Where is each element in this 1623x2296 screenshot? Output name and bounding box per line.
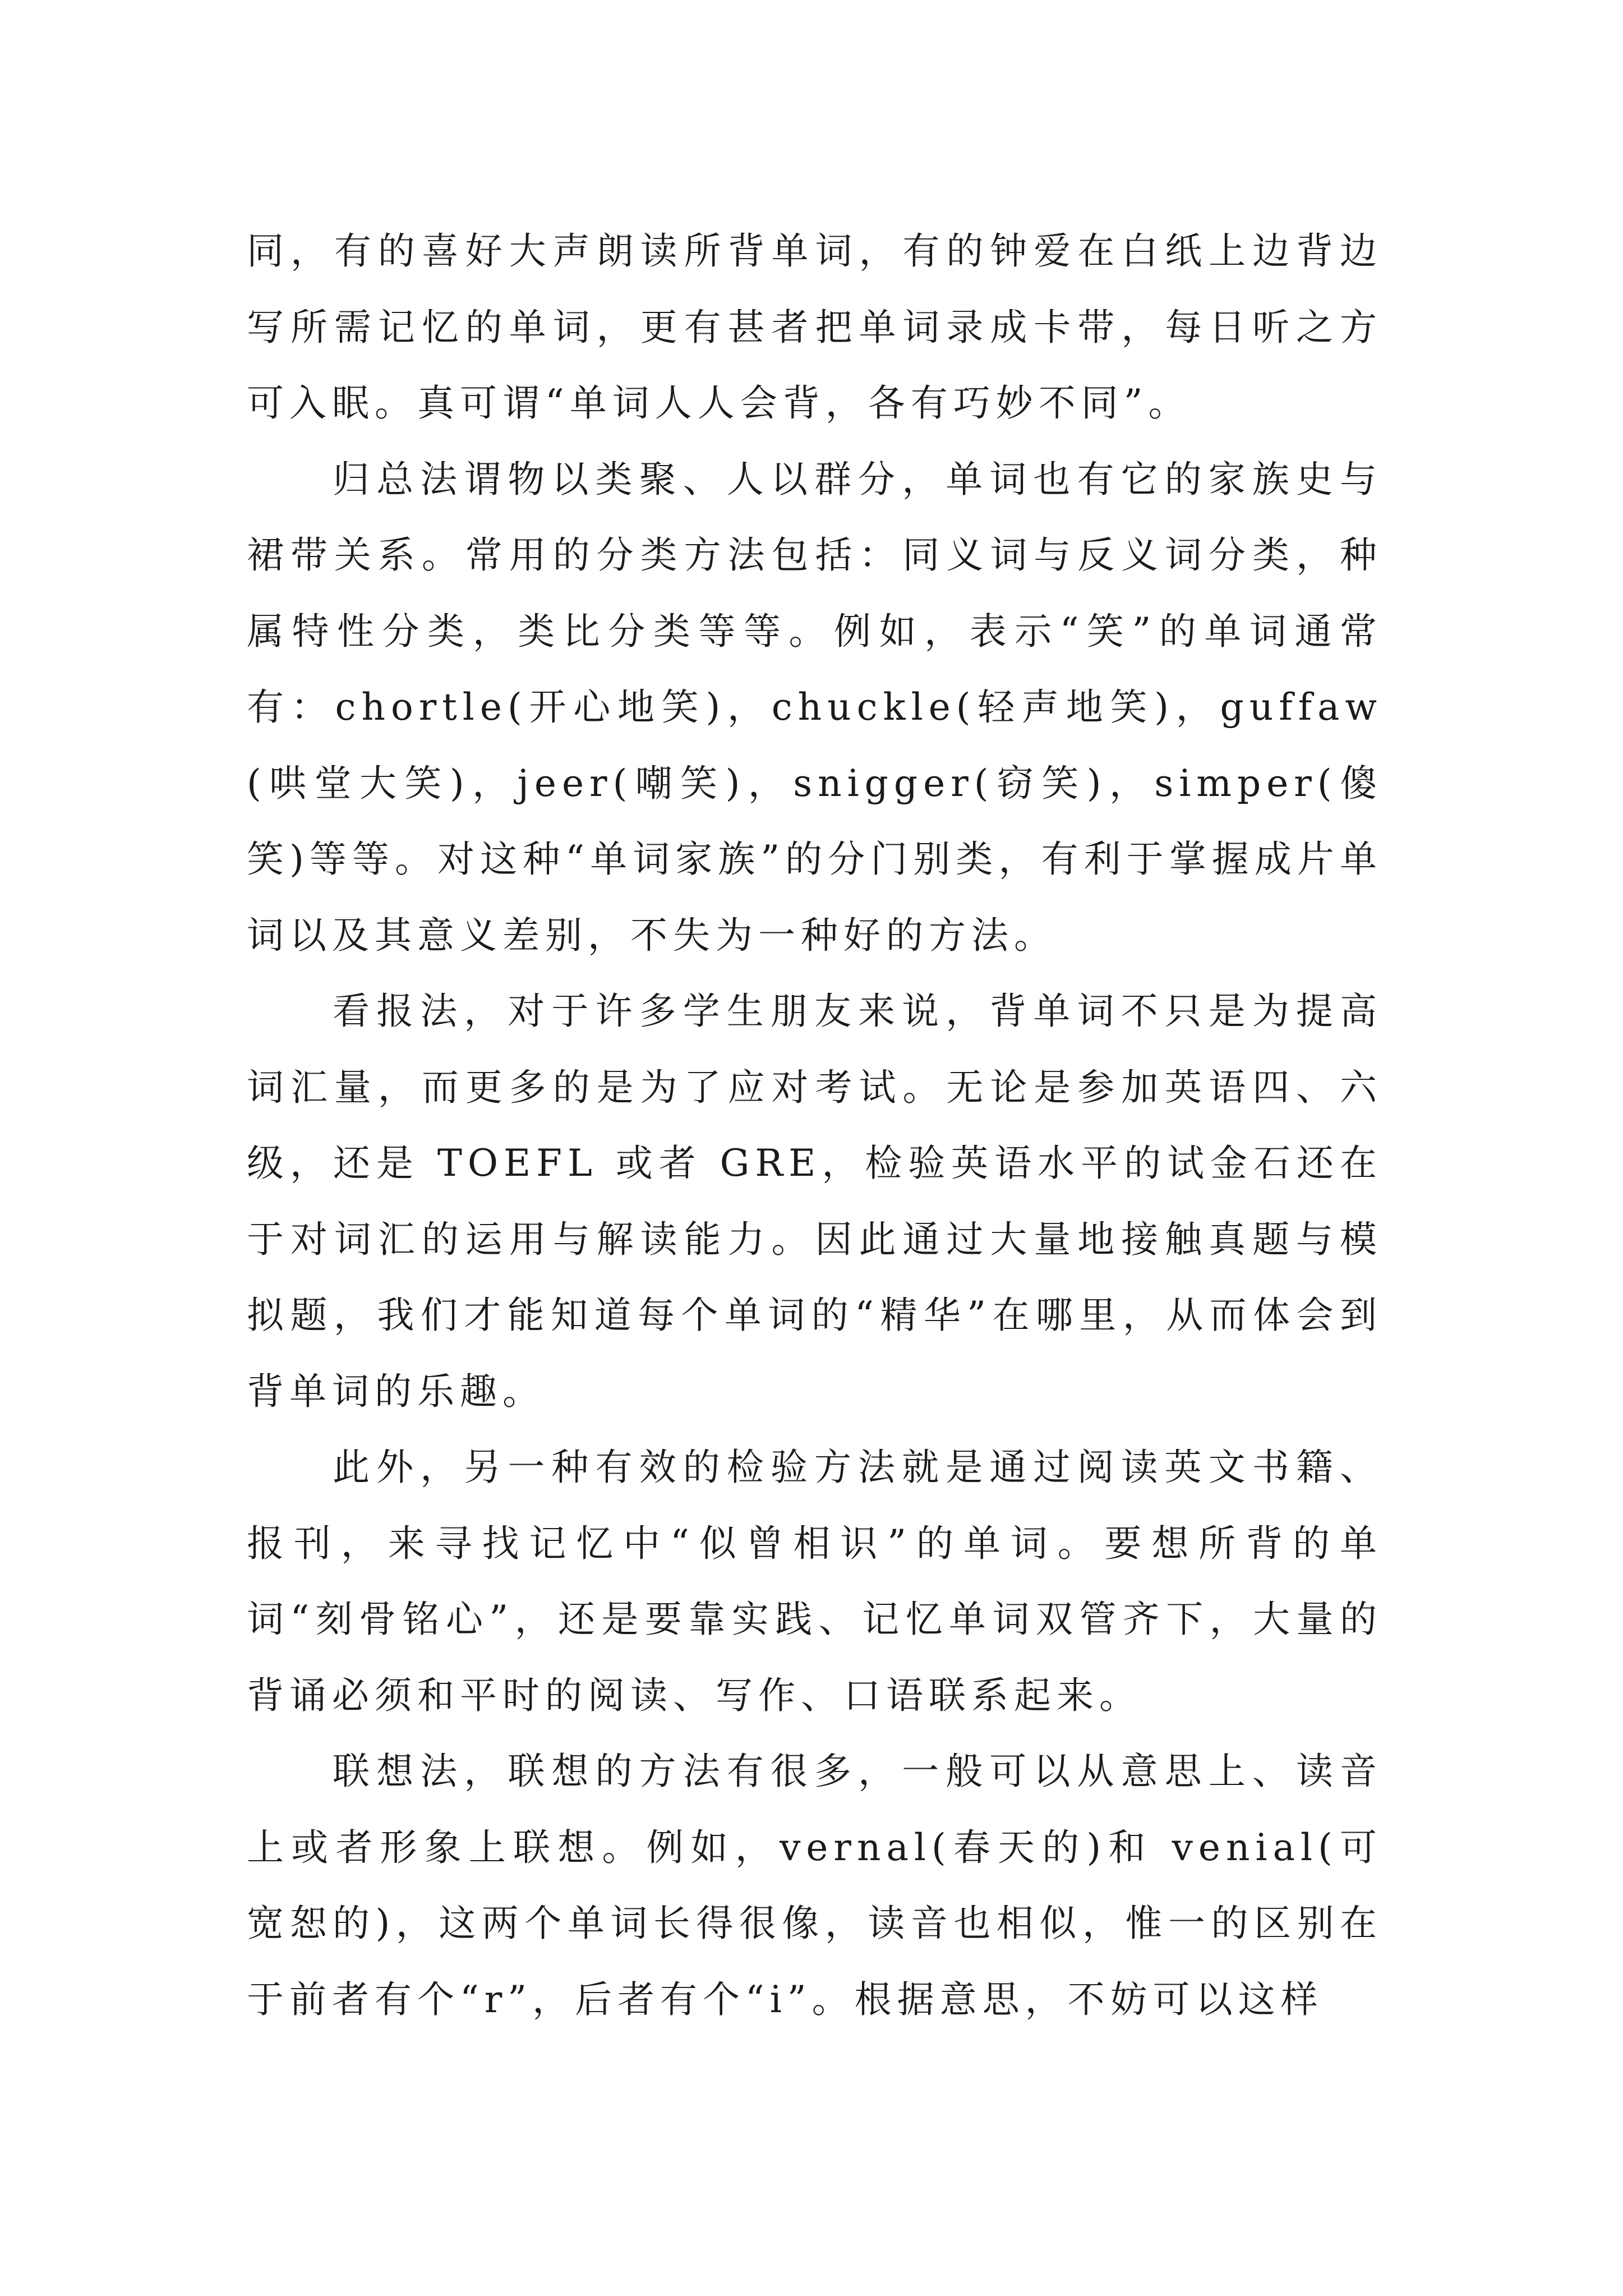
paragraph-reading-check: 此外，另一种有效的检验方法就是通过阅读英文书籍、报刊，来寻找记忆中“似曾相识”的单词。要想所背的单词“刻骨铭心”，还是要靠实践、记忆单词双管齐下，大量的背诵必须和平时的阅读、写作、口语联系起来。 [247, 1446, 1382, 1717]
paragraph-continuation: 同，有的喜好大声朗读所背单词，有的钟爱在白纸上边背边写所需记忆的单词，更有甚者把单词录成卡带，每日听之方可入眠。真可谓“单词人人会背，各有巧妙不同”。 [247, 229, 1382, 425]
paragraph-association-method: 联想法，联想的方法有很多，一般可以从意思上、读音上或者形象上联想。例如，vernal(春天的)和 venial(可宽恕的)，这两个单词长得很像，读音也相似，惟一的区别在于前者有个“r”，后者有个“i”。根据意思，不妨可以这样 [247, 1750, 1382, 2021]
paragraph-grouping-method: 归总法谓物以类聚、人以群分，单词也有它的家族史与裙带关系。常用的分类方法包括：同义词与反义词分类，种属特性分类，类比分类等等。例如，表示“笑”的单词通常有：chortle(开心地笑)，chuckle(轻声地笑)，guffaw(哄堂大笑)，jeer(嘲笑)，snigger(窃笑)，simper(傻笑)等等。对这种“单词家族”的分门别类，有利于掌握成片单词以及其意义差别，不失为一种好的方法。 [247, 457, 1382, 957]
paragraph-newspaper-method: 看报法，对于许多学生朋友来说，背单词不只是为提高词汇量，而更多的是为了应对考试。无论是参加英语四、六级，还是 TOEFL 或者 GRE，检验英语水平的试金石还在于对词汇的运用与解读能力。因此通过大量地接触真题与模拟题，我们才能知道每个单词的“精华”在哪里，从而体会到背单词的乐趣。 [247, 990, 1382, 1413]
body-text [247, 213, 1382, 2037]
